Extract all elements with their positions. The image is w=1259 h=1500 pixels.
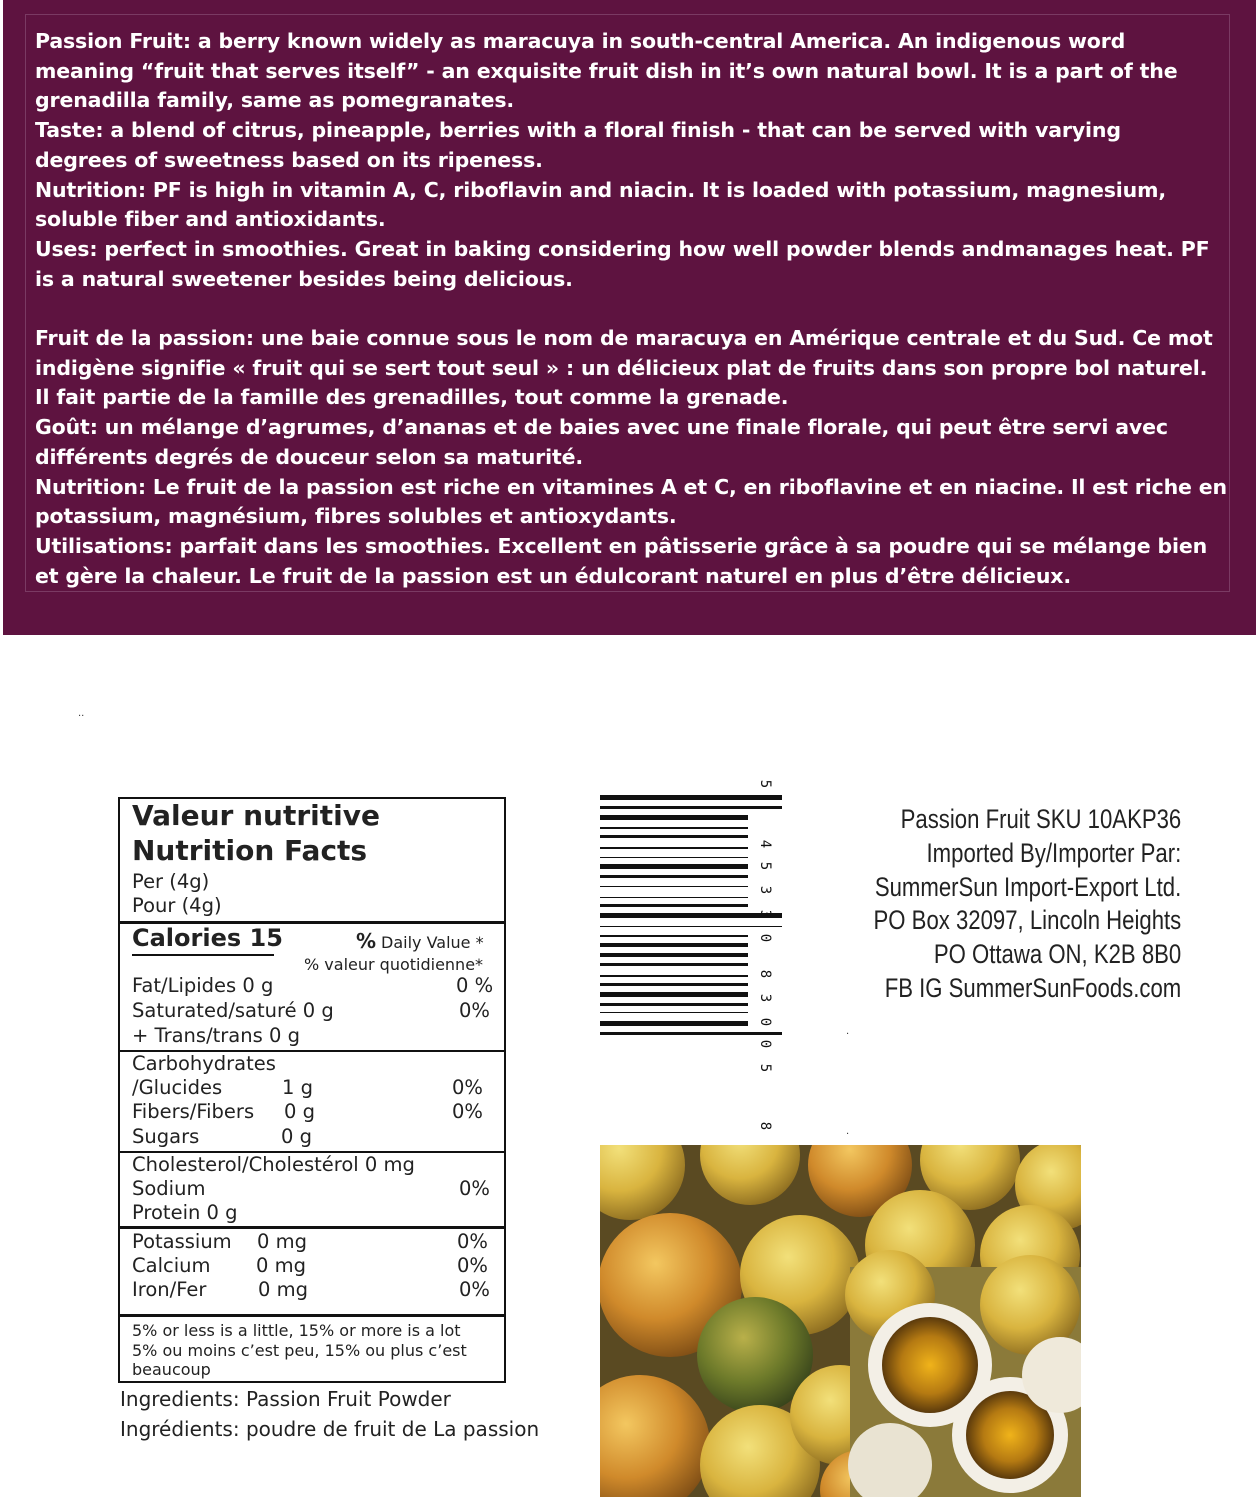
- cholesterol-label: Cholesterol/Cholestérol 0 mg: [132, 1153, 415, 1176]
- iron-amount: 0 mg: [258, 1278, 308, 1301]
- barcode-digit: 5: [757, 1063, 773, 1073]
- barcode-digit: 8: [757, 1121, 773, 1131]
- ingredients-en: Ingredients: Passion Fruit Powder: [120, 1387, 451, 1411]
- barcode-digit: 3: [757, 993, 773, 1003]
- barcode-bar: [600, 953, 748, 956]
- barcode-digit: 4: [757, 839, 773, 849]
- daily-value-en: Daily Value *: [381, 933, 484, 952]
- potassium-amount: 0 mg: [257, 1230, 307, 1253]
- fat-label: Fat/Lipides 0 g: [132, 974, 274, 997]
- barcode-digit: 0: [757, 1039, 773, 1049]
- barcode-bar: [600, 1032, 782, 1035]
- barcode-bar: [600, 935, 748, 937]
- barcode-bar: [600, 897, 748, 899]
- carbohydrates-label: Carbohydrates: [132, 1052, 276, 1075]
- importer-info: [873, 803, 1181, 1006]
- nutrition-facts-table: [118, 797, 506, 1383]
- barcode-bar: [600, 1012, 748, 1014]
- desc-fr-taste: Goût: un mélange d’agrumes, d’ananas et de baies avec une finale florale, qui peut être servi avec différents degrés de douceur selon sa maturité.: [35, 415, 1168, 469]
- desc-en-nutrition: Nutrition: PF is high in vitamin A, C, riboflavin and niacin. It is loaded with potassium, magnesium, soluble fiber and antioxidants.: [35, 177, 1166, 232]
- trans-label: + Trans/trans 0 g: [132, 1024, 300, 1047]
- potassium-label: Potassium: [132, 1230, 232, 1253]
- footnote-line-3: beaucoup: [132, 1360, 211, 1379]
- stray-dot: .: [846, 1026, 850, 1037]
- barcode: [598, 770, 788, 1130]
- barcode-bar: [600, 963, 748, 966]
- description-panel: [3, 0, 1256, 635]
- iron-label: Iron/Fer: [132, 1278, 207, 1301]
- dv-percent-symbol: %: [356, 929, 377, 953]
- barcode-bar: [600, 886, 748, 888]
- desc-fr-intro: Fruit de la passion: une baie connue sous le nom de maracuya en Amérique centrale et du Sud. Ce mot indigène signifie « fruit qui se sert tout seul » : un délicieux plat de fruits dans son propre bol naturel. Il fait partie de la famille des grenadilles, tout comme la grenade.: [35, 326, 1213, 410]
- calcium-amount: 0 mg: [256, 1254, 306, 1277]
- barcode-bar: [600, 904, 748, 907]
- barcode-bar: [600, 992, 748, 997]
- serving-en: Per (4g): [132, 870, 210, 893]
- nutrition-title-en: Nutrition Facts: [132, 834, 368, 867]
- barcode-digit: 0: [757, 1017, 773, 1027]
- fibers-pct: 0%: [452, 1100, 483, 1123]
- barcode-bar: [600, 1021, 748, 1026]
- glucides-label: /Glucides: [132, 1076, 223, 1099]
- barcode-bar: [600, 943, 748, 948]
- barcode-digit: 0: [757, 933, 773, 943]
- barcode-bar: [600, 847, 748, 849]
- barcode-bar: [600, 835, 748, 838]
- sodium-pct: 0%: [459, 1177, 490, 1200]
- barcode-bar: [600, 795, 782, 800]
- barcode-digit: 3: [757, 909, 773, 919]
- desc-fr-nutrition: Nutrition: Le fruit de la passion est riche en vitamines A et C, en riboflavine et en niacine. Il est riche en potassium, magnésium, fibres solubles et antioxydants.: [35, 474, 1227, 529]
- barcode-bar: [600, 827, 748, 829]
- calcium-label: Calcium: [132, 1254, 211, 1277]
- sodium-label: Sodium: [132, 1177, 206, 1200]
- ingredients-fr: Ingrédients: poudre de fruit de La passion: [120, 1417, 540, 1441]
- saturated-pct: 0%: [459, 999, 490, 1022]
- barcode-bar: [600, 975, 748, 977]
- desc-en-intro: Passion Fruit: a berry known widely as maracuya in south-central America. An indigenous word meaning “fruit that serves itself” - an exquisite fruit dish in it’s own natural bowl. It is a part of the grenadilla family, same as pomegranates.: [35, 29, 1178, 113]
- desc-gap: [35, 294, 1229, 324]
- barcode-bar: [600, 806, 782, 809]
- barcode-bar: [600, 983, 748, 986]
- website-line: FB IG SummerSunFoods.com: [884, 972, 1181, 1003]
- potassium-pct: 0%: [457, 1230, 488, 1253]
- barcode-bar: [600, 913, 782, 918]
- city-line: PO Ottawa ON, K2B 8B0: [933, 939, 1181, 970]
- passion-fruit-photo: [600, 1145, 1081, 1497]
- footnote-line-1: 5% or less is a little, 15% or more is a lot: [132, 1321, 461, 1340]
- desc-fr-uses: Utilisations: parfait dans les smoothies. Excellent en pâtisserie grâce à sa poudre qui se mélange bien et gère la chaleur. Le fruit de la passion est un édulcorant naturel en plus d’être délicieux.: [35, 533, 1208, 588]
- calories-underline: [132, 954, 274, 956]
- fibers-label: Fibers/Fibers: [132, 1100, 255, 1123]
- passion-fruit-illustration: [600, 1145, 1081, 1497]
- barcode-bar: [600, 857, 748, 859]
- po-box-line: PO Box 32097, Lincoln Heights: [873, 905, 1181, 936]
- fibers-amount: 0 g: [284, 1100, 315, 1123]
- glucides-pct: 0%: [452, 1076, 483, 1099]
- company-line: SummerSun Import-Export Ltd.: [874, 871, 1181, 902]
- desc-en-uses: Uses: perfect in smoothies. Great in baking considering how well powder blends andmanages heat. PF is a natural sweetener besides being delicious.: [35, 236, 1210, 291]
- description-frame: [25, 14, 1230, 592]
- protein-label: Protein 0 g: [132, 1201, 238, 1224]
- glucides-amount: 1 g: [282, 1076, 313, 1099]
- barcode-bar: [600, 864, 748, 869]
- stray-dot: .: [846, 1126, 850, 1137]
- barcode-bar: [600, 1003, 748, 1006]
- desc-en-taste: Taste: a blend of citrus, pineapple, berries with a floral finish - that can be served with varying degrees of sweetness based on its ripeness.: [35, 118, 1121, 172]
- iron-pct: 0%: [459, 1278, 490, 1301]
- barcode-digit: 5: [757, 779, 773, 789]
- barcode-digit: 5: [757, 861, 773, 871]
- barcode-bar: [600, 815, 748, 820]
- sku-line: Passion Fruit SKU 10AKP36: [900, 804, 1181, 834]
- daily-value-fr: % valeur quotidienne*: [304, 955, 484, 974]
- calories: Calories 15: [132, 924, 283, 952]
- serving-fr: Pour (4g): [132, 894, 222, 917]
- barcode-digit: 3: [757, 885, 773, 895]
- rule-thick: [120, 1314, 504, 1317]
- barcode-bar: [600, 875, 748, 878]
- sugars-label: Sugars: [132, 1125, 200, 1148]
- footnote-line-2: 5% ou moins c’est peu, 15% ou plus c’est: [132, 1341, 467, 1360]
- stray-dots: ..: [78, 708, 85, 719]
- calcium-pct: 0%: [457, 1254, 488, 1277]
- nutrition-title-fr: Valeur nutritive: [132, 799, 380, 832]
- imported-by-line: Imported By/Importer Par:: [926, 837, 1181, 868]
- barcode-digit: 8: [757, 969, 773, 979]
- barcode-bar: [600, 926, 782, 928]
- saturated-label: Saturated/saturé 0 g: [132, 999, 334, 1022]
- fat-pct: 0 %: [456, 974, 494, 997]
- rule-thick: [120, 1226, 504, 1229]
- sugars-amount: 0 g: [281, 1125, 312, 1148]
